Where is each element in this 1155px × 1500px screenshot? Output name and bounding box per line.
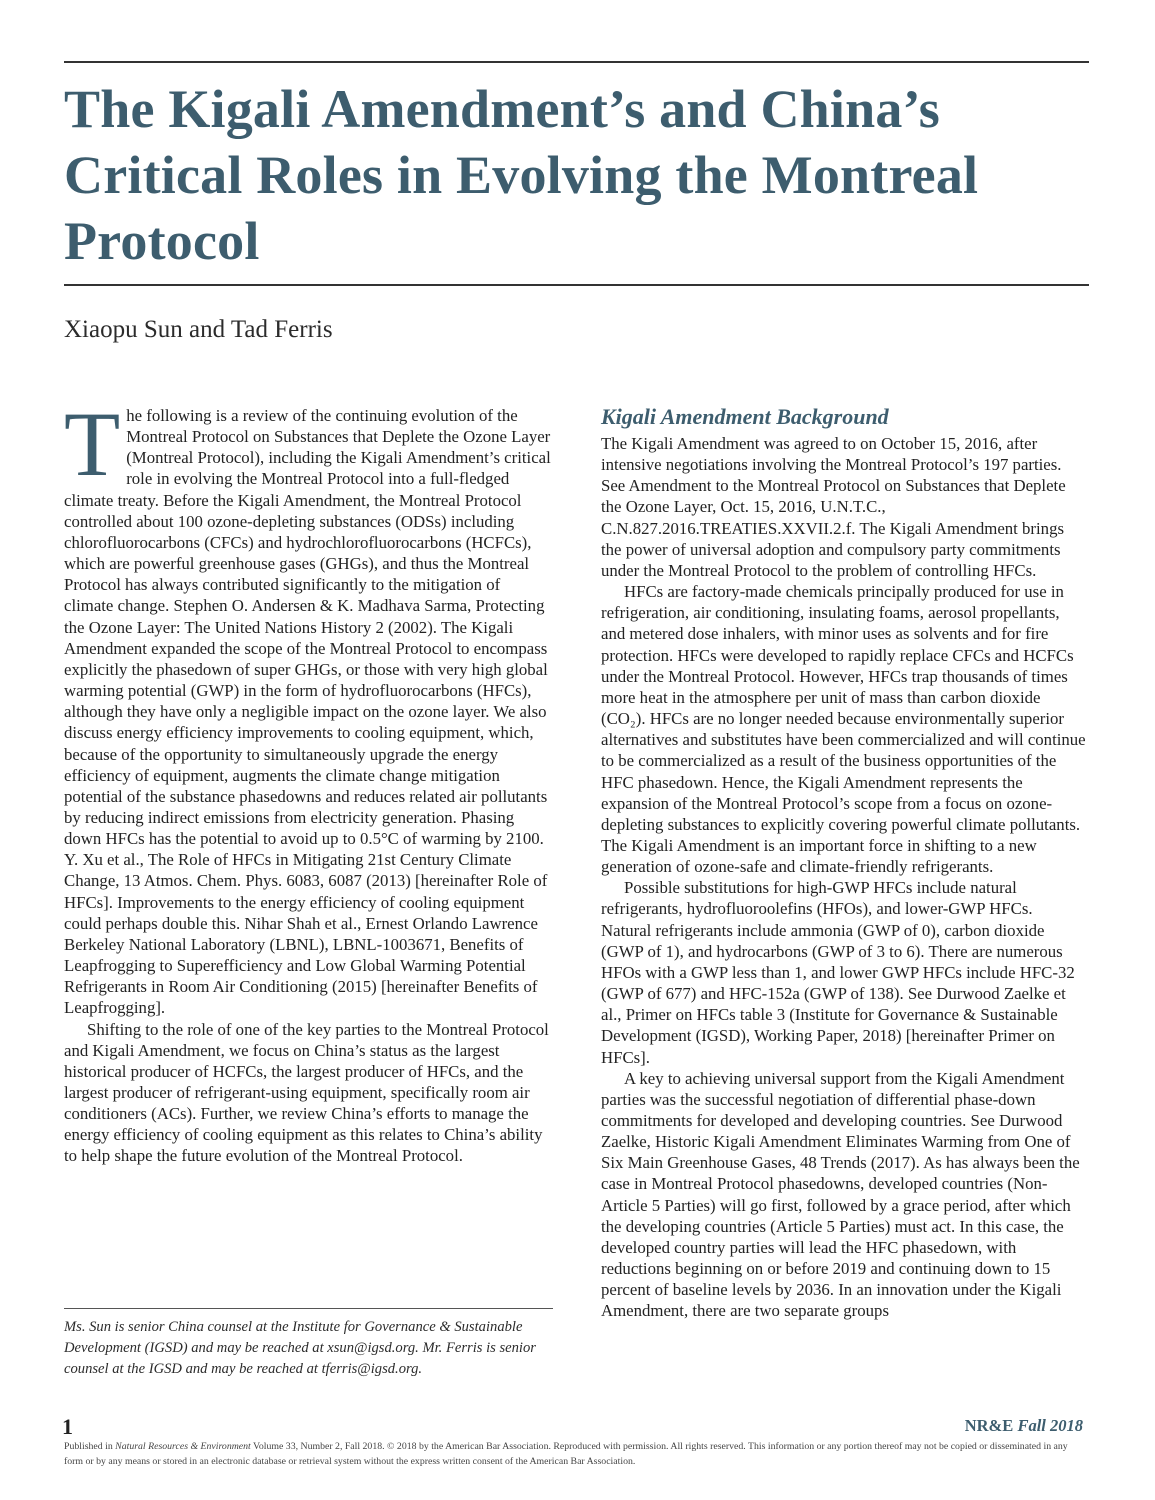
background-paragraph-1: The Kigali Amendment was agreed to on October 15, 2016, after intensive negotiations involving the Montreal Protocol’s 197 parties. See Amendment to the Montreal Protocol on Substances that Deplete the Ozone Layer, Oct. 15, 2016, U.N.T.C., C.N.827.2016.TREATIES.XXVII.2.f. The Kigali Amendment brings the power of universal adoption and compulsory party commitments under the Montreal Protocol to the problem of controlling HFCs. xyxy=(601,434,1066,580)
right-column xyxy=(601,405,1087,1322)
top-rule xyxy=(64,61,1089,63)
drop-cap: T xyxy=(64,393,121,495)
journal-issue xyxy=(965,1416,1083,1436)
legal-prefix: Published in xyxy=(64,1441,116,1452)
left-column xyxy=(64,393,552,1167)
background-paragraph-2: HFCs are factory-made chemicals principally produced for use in refrigeration, air conditioning, insulating foams, aerosol propellants, and metered dose inhalers, with minor uses as solvents and for fire protection. HFCs were developed to rapidly replace CFCs and HCFCs under the Montreal Protocol. However, HFCs trap thousands of times more heat in the atmosphere per unit of mass than carbon dioxide (CO₂). HFCs are no longer needed because environmentally superior alternatives and substitutes have been commercialized and will continue to be commercialized as a result of the business opportunities of the HFC phasedown. Hence, the Kigali Amendment represents the expansion of the Montreal Protocol’s scope from a focus on ozone-depleting substances to explicitly covering powerful climate pollutants. The Kigali Amendment is an important force in shifting to a new generation of ozone-safe and climate-friendly refrigerants. xyxy=(601,582,1086,877)
article-authors: Xiaopu Sun and Tad Ferris xyxy=(64,316,333,343)
intro-paragraph-text: he following is a review of the continuing evolution of the Montreal Protocol on Substances that Deplete the Ozone Layer (Montreal Protocol), including the Kigali Amendment’s critical role in evolving the Montreal Protocol into a full-fledged climate treaty. Before the Kigali Amendment, the Montreal Protocol controlled about 100 ozone-depleting substances (ODSs) including chlorofluorocarbons (CFCs) and hydrochlorofluorocarbons (HCFCs), which are powerful greenhouse gases (GHGs), and thus the Montreal Protocol has always contributed significantly to the mitigation of climate change. Stephen O. Andersen & K. Madhava Sarma, Protecting the Ozone Layer: The United Nations History 2 (2002). The Kigali Amendment expanded the scope of the Montreal Protocol to encompass explicitly the phasedown of super GHGs, or those with very high global warming potential (GWP) in the form of hydrofluorocarbons (HFCs), although they have only a negligible impact on the ozone layer. We also discuss energy efficiency improvements to cooling equipment, which, because of the opportunity to simultaneously upgrade the energy efficiency of equipment, augments the climate change mitigation potential of the substance phasedowns and reduces related air pollutants by reducing indirect emissions from electricity generation. Phasing down HFCs has the potential to avoid up to 0.5°C of warming by 2100. Y. Xu et al., The Role of HFCs in Mitigating 21st Century Climate Change, 13 Atmos. Chem. Phys. 6083, 6087 (2013) [hereinafter Role of HFCs]. Improvements to the energy efficiency of cooling equipment could perhaps double this. Nihar Shah et al., Ernest Orlando Lawrence Berkeley National Laboratory (LBNL), LBNL-1003671, Benefits of Leapfrogging to Superefficiency and Low Global Warming Potential Refrigerants in Room Air Conditioning (2015) [hereinafter Benefits of Leapfrogging]. xyxy=(64,406,551,1018)
background-paragraph-3: Possible substitutions for high-GWP HFCs include natural refrigerants, hydrofluoroolefins (HFOs), and lower-GWP HFCs. Natural refrigerants include ammonia (GWP of 0), carbon dioxide (GWP of 1), and hydrocarbons (GWP of 3 to 6). There are numerous HFOs with a GWP less than 1, and lower GWP HFCs include HFC-32 (GWP of 677) and HFC-152a (GWP of 138). See Durwood Zaelke et al., Primer on HFCs table 3 (Institute for Governance & Sustainable Development (IGSD), Working Paper, 2018) [hereinafter Primer on HFCs]. xyxy=(601,878,1075,1067)
page-number: 1 xyxy=(62,1414,73,1439)
background-paragraph-4: A key to achieving universal support from the Kigali Amendment parties was the successful negotiation of differential phase-down commitments for developed and developing countries. See Durwood Zaelke, Historic Kigali Amendment Eliminates Warming from One of Six Main Greenhouse Gases, 48 Trends (2017). As has always been the case in Montreal Protocol phasedowns, developed countries (Non-Article 5 Parties) will go first, followed by a grace period, after which the developing countries (Article 5 Parties) must act. In this case, the developed country parties will lead the HFC phasedown, with reductions beginning on or before 2019 and continuing down to 15 percent of baseline levels by 2036. In an innovation under the Kigali Amendment, there are two separate groups xyxy=(601,1068,1080,1321)
title-bottom-rule xyxy=(64,284,1089,286)
legal-publication: Natural Resources & Environment xyxy=(115,1441,251,1452)
intro-paragraph xyxy=(64,393,552,1019)
legal-text: Volume 33, Number 2, Fall 2018. © 2018 by the American Bar Association. Reproduced with permission. All rights reserved. This information or any portion thereof may not be copied or disseminated in any form or by any means or stored in an electronic database or retrieval system without the express written consent of the American Bar Association. xyxy=(64,1441,1068,1467)
article-title: The Kigali Amendment’s and China’s Critical Roles in Evolving the Montreal Protocol xyxy=(64,79,979,271)
issue-season: Fall 2018 xyxy=(1017,1416,1083,1435)
copyright-notice xyxy=(64,1440,1084,1469)
section-heading: Kigali Amendment Background xyxy=(601,404,889,429)
author-footnote: Ms. Sun is senior China counsel at the Institute for Governance & Sustainable Development (IGSD) and may be reached at xsun@igsd.org. Mr. Ferris is senior counsel at the IGSD and may be reached at tferris@igsd.org. xyxy=(64,1319,536,1377)
journal-abbrev: NR&E xyxy=(964,1416,1014,1435)
china-role-paragraph: Shifting to the role of one of the key parties to the Montreal Protocol and Kigali Amendment, we focus on China’s status as the largest historical producer of HCFCs, the largest producer of HFCs, and the largest producer of refrigerant-using equipment, specifically room air conditioners (ACs). Further, we review China’s efforts to manage the energy efficiency of cooling equipment as this relates to China’s ability to help shape the future evolution of the Montreal Protocol. xyxy=(64,1019,549,1166)
footnote-rule xyxy=(64,1308,553,1309)
